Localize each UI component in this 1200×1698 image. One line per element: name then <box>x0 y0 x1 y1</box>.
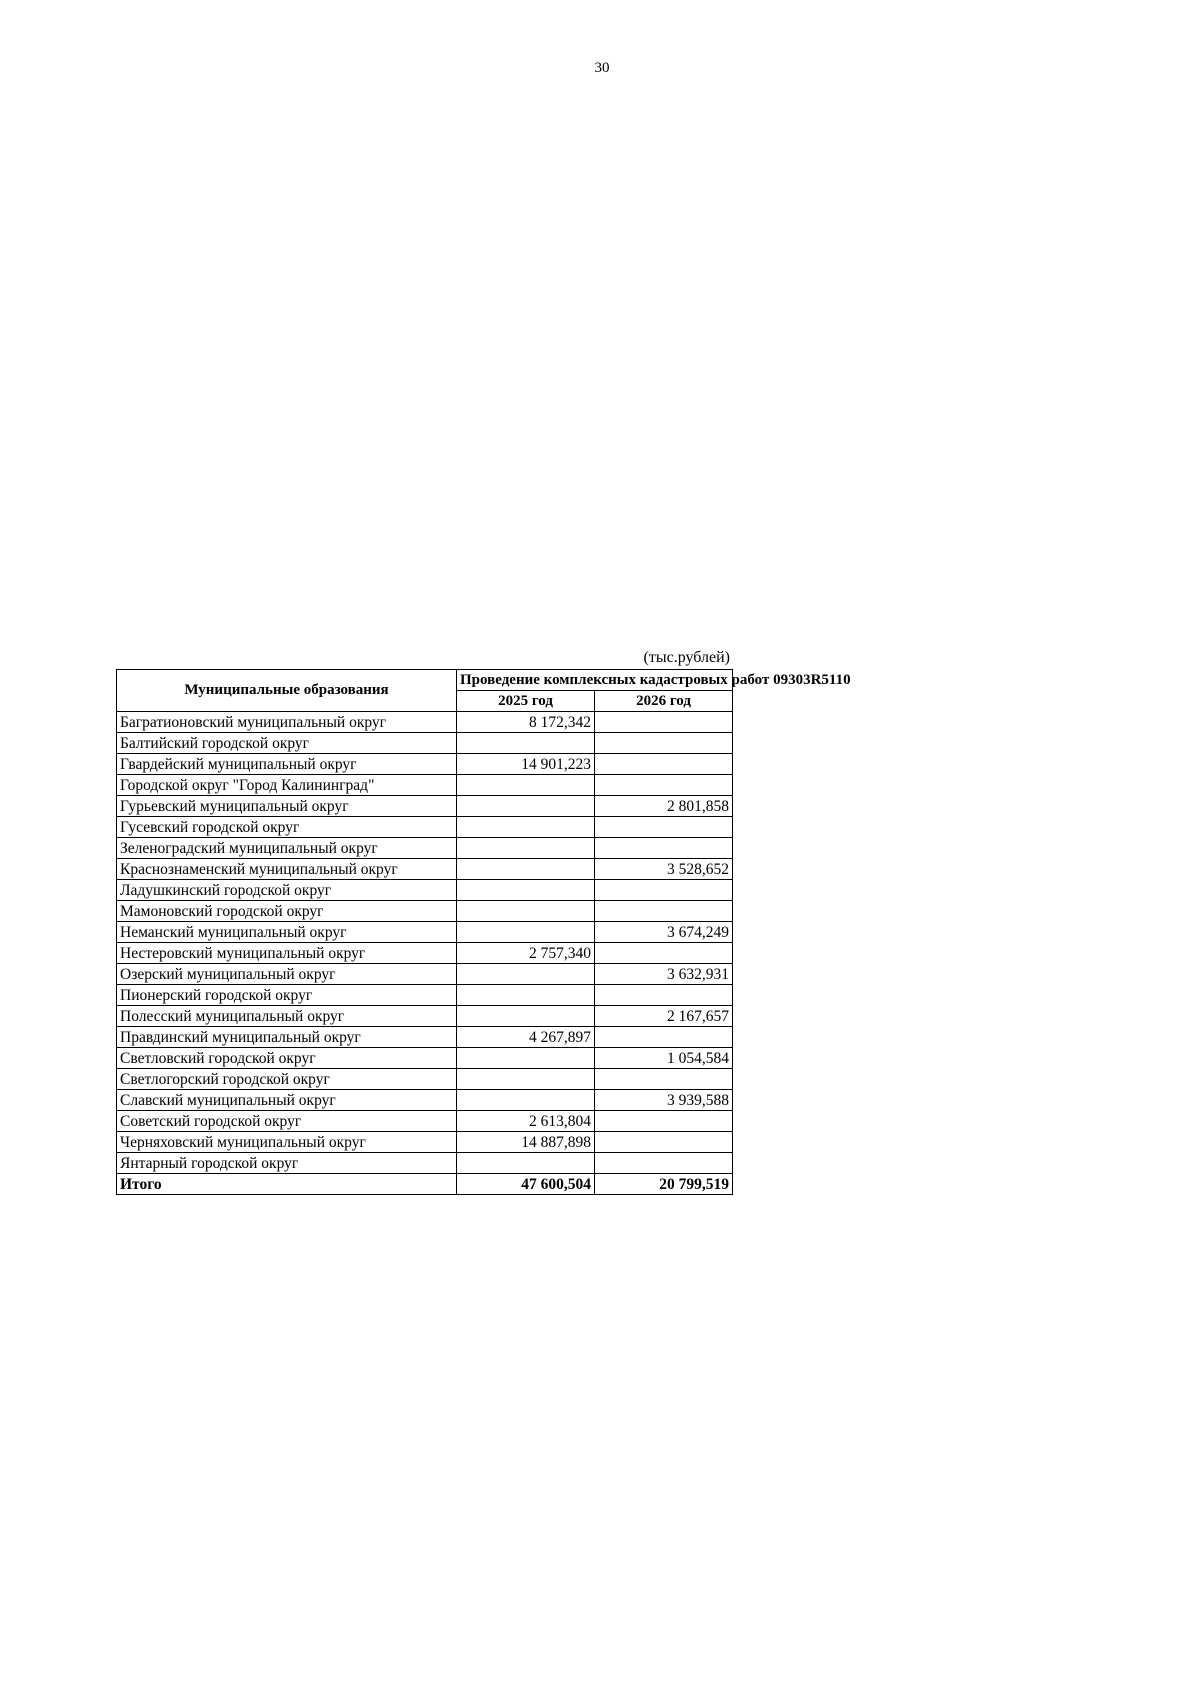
value-2026 <box>595 943 733 964</box>
table-body <box>117 712 733 1195</box>
value-2025: 2 613,804 <box>457 1111 595 1132</box>
table-row <box>117 775 733 796</box>
table-row <box>117 901 733 922</box>
value-2025 <box>457 817 595 838</box>
value-2026: 3 674,249 <box>595 922 733 943</box>
municipality-name: Славский муниципальный округ <box>117 1090 457 1111</box>
total-label: Итого <box>117 1174 457 1195</box>
value-2026 <box>595 817 733 838</box>
municipality-name: Пионерский городской округ <box>117 985 457 1006</box>
table-row <box>117 859 733 880</box>
table-row <box>117 712 733 733</box>
municipality-name: Правдинский муниципальный округ <box>117 1027 457 1048</box>
municipality-name: Светлогорский городской округ <box>117 1069 457 1090</box>
table-row <box>117 817 733 838</box>
municipality-name: Мамоновский городской округ <box>117 901 457 922</box>
value-2026 <box>595 901 733 922</box>
value-2025 <box>457 1048 595 1069</box>
value-2026 <box>595 880 733 901</box>
table-row <box>117 1048 733 1069</box>
table-row <box>117 1132 733 1153</box>
value-2025: 4 267,897 <box>457 1027 595 1048</box>
municipality-name: Гурьевский муниципальный округ <box>117 796 457 817</box>
table-row <box>117 1006 733 1027</box>
municipality-name: Зеленоградский муниципальный округ <box>117 838 457 859</box>
value-2026 <box>595 775 733 796</box>
value-2026 <box>595 838 733 859</box>
municipality-name: Балтийский городской округ <box>117 733 457 754</box>
value-2025 <box>457 1069 595 1090</box>
value-2026 <box>595 712 733 733</box>
total-row <box>117 1174 733 1195</box>
municipality-name: Светловский городской округ <box>117 1048 457 1069</box>
table-row <box>117 964 733 985</box>
value-2025 <box>457 733 595 754</box>
value-2026: 3 632,931 <box>595 964 733 985</box>
value-2025 <box>457 1153 595 1174</box>
municipality-name: Багратионовский муниципальный округ <box>117 712 457 733</box>
table-row <box>117 1027 733 1048</box>
value-2026: 3 939,588 <box>595 1090 733 1111</box>
value-2026: 2 801,858 <box>595 796 733 817</box>
value-2026 <box>595 1132 733 1153</box>
value-2025 <box>457 796 595 817</box>
value-2025 <box>457 964 595 985</box>
table-row <box>117 754 733 775</box>
value-2025 <box>457 880 595 901</box>
value-2026 <box>595 754 733 775</box>
table-row <box>117 1090 733 1111</box>
value-2026 <box>595 1027 733 1048</box>
table-row <box>117 733 733 754</box>
table-row <box>117 838 733 859</box>
total-2026: 20 799,519 <box>595 1174 733 1195</box>
value-2025 <box>457 1006 595 1027</box>
value-2026 <box>595 733 733 754</box>
municipality-name: Неманский муниципальный округ <box>117 922 457 943</box>
value-2025 <box>457 838 595 859</box>
column-header-municipality: Муниципальные образования <box>117 670 457 712</box>
municipality-name: Гусевский городской округ <box>117 817 457 838</box>
column-header-year-2026: 2026 год <box>595 691 733 712</box>
table-row <box>117 1111 733 1132</box>
column-header-cadastral-works: Проведение комплексных кадастровых работ 09303R5110 <box>457 670 733 691</box>
value-2025 <box>457 985 595 1006</box>
table-row <box>117 796 733 817</box>
municipality-name: Полесский муниципальный округ <box>117 1006 457 1027</box>
value-2026 <box>595 985 733 1006</box>
municipality-name: Гвардейский муниципальный округ <box>117 754 457 775</box>
value-2026: 2 167,657 <box>595 1006 733 1027</box>
table-row <box>117 922 733 943</box>
value-2026 <box>595 1111 733 1132</box>
value-2025: 14 901,223 <box>457 754 595 775</box>
municipality-name: Ладушкинский городской округ <box>117 880 457 901</box>
table-row <box>117 943 733 964</box>
page-number: 30 <box>594 60 610 76</box>
table-row <box>117 1153 733 1174</box>
value-2025: 2 757,340 <box>457 943 595 964</box>
value-2025 <box>457 901 595 922</box>
value-2025 <box>457 922 595 943</box>
value-2025 <box>457 775 595 796</box>
allocation-table <box>116 669 851 1195</box>
total-2025: 47 600,504 <box>457 1174 595 1195</box>
table-row <box>117 1069 733 1090</box>
units-label: (тыс.рублей) <box>643 649 730 666</box>
table-row <box>117 985 733 1006</box>
municipality-name: Нестеровский муниципальный округ <box>117 943 457 964</box>
value-2025 <box>457 859 595 880</box>
column-header-year-2025: 2025 год <box>457 691 595 712</box>
value-2026 <box>595 1153 733 1174</box>
value-2025: 14 887,898 <box>457 1132 595 1153</box>
municipality-name: Советский городской округ <box>117 1111 457 1132</box>
value-2026: 1 054,584 <box>595 1048 733 1069</box>
municipality-name: Озерский муниципальный округ <box>117 964 457 985</box>
table-row <box>117 880 733 901</box>
value-2025 <box>457 1090 595 1111</box>
municipality-name: Городской округ "Город Калининград" <box>117 775 457 796</box>
value-2025: 8 172,342 <box>457 712 595 733</box>
municipality-name: Краснознаменский муниципальный округ <box>117 859 457 880</box>
municipality-name: Черняховский муниципальный округ <box>117 1132 457 1153</box>
value-2026: 3 528,652 <box>595 859 733 880</box>
value-2026 <box>595 1069 733 1090</box>
municipality-name: Янтарный городской округ <box>117 1153 457 1174</box>
